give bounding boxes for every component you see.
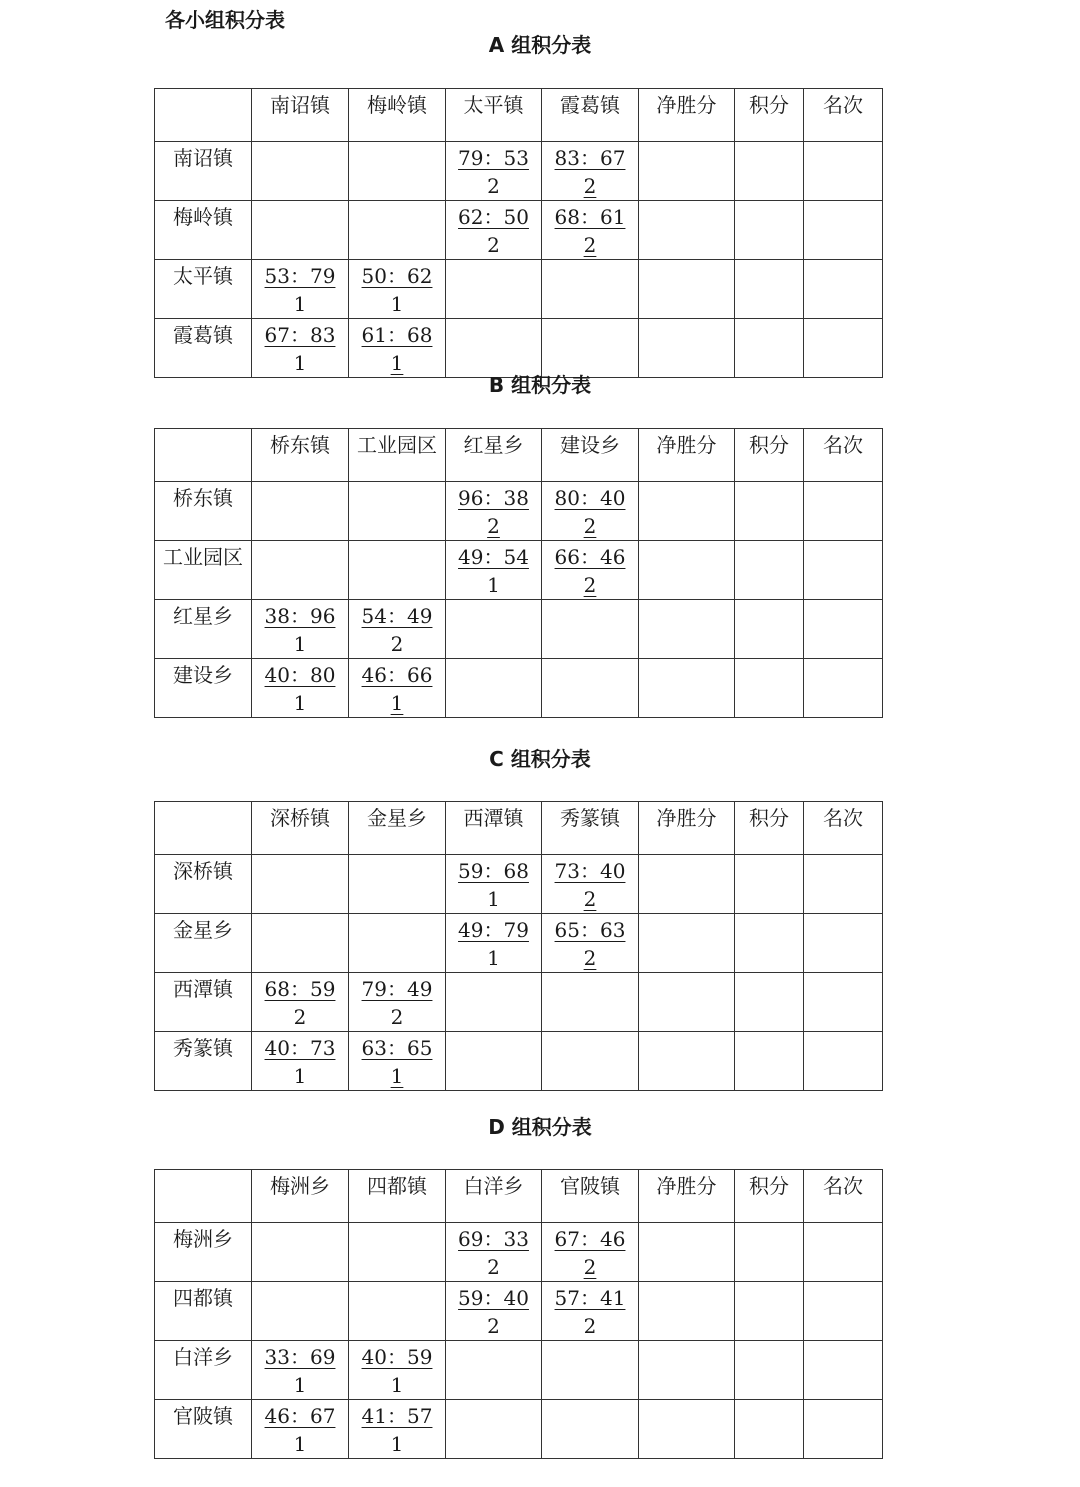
match-points: 2	[487, 1255, 500, 1279]
stat-column-header: 名次	[804, 89, 883, 142]
empty-cell	[542, 1032, 639, 1091]
stat-cell	[639, 659, 735, 718]
match-result-cell	[542, 201, 639, 260]
stat-cell	[804, 201, 883, 260]
stat-column-header: 积分	[735, 429, 804, 482]
team-column-header: 官陂镇	[542, 1170, 639, 1223]
team-column-header: 太平镇	[446, 89, 542, 142]
match-result-cell	[446, 482, 542, 541]
stat-cell	[804, 482, 883, 541]
stat-cell	[804, 855, 883, 914]
empty-cell	[252, 1223, 349, 1282]
match-points: 1	[390, 1064, 404, 1088]
stat-cell	[639, 482, 735, 541]
match-score: 46：67	[264, 1404, 336, 1428]
match-result-cell	[252, 659, 349, 718]
team-column-header: 工业园区	[349, 429, 446, 482]
stat-cell	[735, 659, 804, 718]
match-points: 2	[583, 946, 597, 970]
match-points: 1	[293, 351, 307, 375]
team-column-header: 金星乡	[349, 802, 446, 855]
match-result-cell	[349, 1032, 446, 1091]
stat-cell	[735, 855, 804, 914]
team-row-header: 南诏镇	[155, 142, 252, 201]
empty-cell	[349, 142, 446, 201]
match-result-cell	[349, 319, 446, 378]
match-score: 54：49	[361, 604, 433, 628]
team-row-header: 梅岭镇	[155, 201, 252, 260]
stat-cell	[804, 1223, 883, 1282]
match-score: 63：65	[361, 1036, 433, 1060]
match-score: 73：40	[554, 859, 626, 883]
team-row-header: 秀篆镇	[155, 1032, 252, 1091]
table-row	[155, 1223, 883, 1282]
stat-cell	[804, 1341, 883, 1400]
stat-cell	[735, 1400, 804, 1459]
empty-cell	[252, 541, 349, 600]
match-score: 96：38	[458, 486, 529, 510]
match-score: 67：83	[264, 323, 336, 347]
match-points: 1	[293, 292, 307, 316]
stat-cell	[804, 973, 883, 1032]
match-result-cell	[349, 1341, 446, 1400]
match-score: 69：33	[458, 1227, 529, 1251]
match-score: 41：57	[361, 1404, 433, 1428]
match-result-cell	[252, 1400, 349, 1459]
score-table	[154, 428, 883, 718]
match-result-cell	[446, 914, 542, 973]
table-row	[155, 914, 883, 973]
empty-cell	[252, 142, 349, 201]
stat-cell	[735, 914, 804, 973]
empty-cell	[446, 319, 542, 378]
match-points: 2	[390, 632, 404, 656]
match-result-cell	[252, 1341, 349, 1400]
match-score: 62：50	[458, 205, 529, 229]
stat-cell	[639, 142, 735, 201]
group-title: B 组积分表	[488, 373, 592, 397]
stat-cell	[639, 855, 735, 914]
team-column-header: 建设乡	[542, 429, 639, 482]
match-score: 49：54	[458, 545, 529, 569]
match-points: 1	[487, 887, 500, 911]
match-points: 2	[487, 233, 500, 257]
group-title: C 组积分表	[489, 747, 591, 771]
match-result-cell	[446, 1282, 542, 1341]
team-column-header: 西潭镇	[446, 802, 542, 855]
table-row	[155, 600, 883, 659]
corner-cell	[155, 89, 252, 142]
match-points: 1	[293, 1064, 307, 1088]
match-score: 53：79	[264, 264, 336, 288]
stat-cell	[639, 260, 735, 319]
match-result-cell	[446, 855, 542, 914]
match-result-cell	[542, 541, 639, 600]
empty-cell	[446, 1341, 542, 1400]
match-result-cell	[349, 659, 446, 718]
stat-cell	[639, 201, 735, 260]
stat-column-header: 净胜分	[639, 1170, 735, 1223]
match-score: 49：79	[458, 918, 529, 942]
team-row-header: 西潭镇	[155, 973, 252, 1032]
match-result-cell	[542, 1223, 639, 1282]
stat-cell	[639, 914, 735, 973]
stat-cell	[804, 659, 883, 718]
team-row-header: 建设乡	[155, 659, 252, 718]
stat-cell	[735, 973, 804, 1032]
match-points: 2	[487, 514, 500, 538]
empty-cell	[349, 482, 446, 541]
team-column-header: 梅岭镇	[349, 89, 446, 142]
team-row-header: 官陂镇	[155, 1400, 252, 1459]
score-table	[154, 88, 883, 378]
stat-column-header: 积分	[735, 1170, 804, 1223]
match-score: 66：46	[554, 545, 626, 569]
team-column-header: 深桥镇	[252, 802, 349, 855]
match-score: 46：66	[361, 663, 433, 687]
stat-cell	[804, 1282, 883, 1341]
stat-cell	[804, 600, 883, 659]
stat-cell	[639, 973, 735, 1032]
match-result-cell	[349, 600, 446, 659]
stat-column-header: 净胜分	[639, 89, 735, 142]
match-points: 2	[293, 1005, 307, 1029]
team-column-header: 秀篆镇	[542, 802, 639, 855]
match-result-cell	[349, 1400, 446, 1459]
empty-cell	[349, 201, 446, 260]
match-result-cell	[542, 855, 639, 914]
team-column-header: 红星乡	[446, 429, 542, 482]
stat-cell	[804, 914, 883, 973]
table-row	[155, 541, 883, 600]
table-row	[155, 201, 883, 260]
match-score: 50：62	[361, 264, 433, 288]
stat-cell	[639, 541, 735, 600]
table-row	[155, 1341, 883, 1400]
stat-cell	[639, 1032, 735, 1091]
empty-cell	[252, 482, 349, 541]
score-table	[154, 801, 883, 1091]
header-row	[155, 89, 883, 142]
header-row	[155, 429, 883, 482]
match-result-cell	[349, 973, 446, 1032]
table-row	[155, 319, 883, 378]
team-row-header: 金星乡	[155, 914, 252, 973]
team-row-header: 梅洲乡	[155, 1223, 252, 1282]
table-row	[155, 142, 883, 201]
table-row	[155, 1032, 883, 1091]
match-points: 1	[390, 292, 404, 316]
empty-cell	[542, 973, 639, 1032]
match-score: 33：69	[264, 1345, 336, 1369]
group-title: D 组积分表	[488, 1115, 592, 1139]
team-row-header: 红星乡	[155, 600, 252, 659]
table-row	[155, 659, 883, 718]
group-title: A 组积分表	[488, 33, 592, 57]
team-column-header: 桥东镇	[252, 429, 349, 482]
stat-cell	[639, 1341, 735, 1400]
match-result-cell	[252, 1032, 349, 1091]
stat-cell	[804, 142, 883, 201]
match-points: 1	[293, 1373, 307, 1397]
match-score: 65：63	[554, 918, 626, 942]
match-result-cell	[446, 201, 542, 260]
match-points: 2	[583, 514, 597, 538]
match-score: 68：59	[264, 977, 336, 1001]
match-points: 2	[583, 573, 597, 597]
match-score: 67：46	[554, 1227, 626, 1251]
stat-cell	[804, 260, 883, 319]
match-points: 1	[293, 1432, 307, 1456]
empty-cell	[542, 260, 639, 319]
stat-cell	[639, 1400, 735, 1459]
match-result-cell	[446, 541, 542, 600]
empty-cell	[542, 319, 639, 378]
match-points: 2	[390, 1005, 404, 1029]
match-score: 83：67	[554, 146, 626, 170]
stat-cell	[804, 1032, 883, 1091]
empty-cell	[446, 1032, 542, 1091]
team-row-header: 霞葛镇	[155, 319, 252, 378]
empty-cell	[349, 541, 446, 600]
header-row	[155, 802, 883, 855]
stat-cell	[735, 541, 804, 600]
match-points: 2	[583, 174, 597, 198]
team-row-header: 白洋乡	[155, 1341, 252, 1400]
team-column-header: 霞葛镇	[542, 89, 639, 142]
stat-column-header: 净胜分	[639, 802, 735, 855]
stat-cell	[804, 541, 883, 600]
stat-cell	[639, 1282, 735, 1341]
table-row	[155, 1400, 883, 1459]
score-table	[154, 1169, 883, 1459]
match-score: 79：49	[361, 977, 433, 1001]
corner-cell	[155, 429, 252, 482]
match-score: 40：59	[361, 1345, 433, 1369]
stat-cell	[735, 319, 804, 378]
empty-cell	[252, 201, 349, 260]
match-result-cell	[446, 142, 542, 201]
match-score: 57：41	[554, 1286, 626, 1310]
team-column-header: 梅洲乡	[252, 1170, 349, 1223]
empty-cell	[349, 914, 446, 973]
stat-cell	[735, 1223, 804, 1282]
match-points: 1	[390, 1373, 404, 1397]
match-points: 1	[390, 1432, 404, 1456]
page-heading: 各小组积分表	[165, 8, 285, 32]
table-row	[155, 855, 883, 914]
stat-column-header: 名次	[804, 802, 883, 855]
empty-cell	[446, 260, 542, 319]
team-row-header: 四都镇	[155, 1282, 252, 1341]
team-column-header: 四都镇	[349, 1170, 446, 1223]
match-score: 80：40	[554, 486, 626, 510]
stat-column-header: 名次	[804, 1170, 883, 1223]
match-result-cell	[446, 1223, 542, 1282]
stat-cell	[735, 1282, 804, 1341]
stat-cell	[735, 142, 804, 201]
match-result-cell	[252, 600, 349, 659]
corner-cell	[155, 1170, 252, 1223]
empty-cell	[542, 1400, 639, 1459]
stat-column-header: 积分	[735, 802, 804, 855]
empty-cell	[349, 855, 446, 914]
stat-cell	[804, 1400, 883, 1459]
empty-cell	[542, 1341, 639, 1400]
match-points: 1	[487, 946, 500, 970]
team-row-header: 深桥镇	[155, 855, 252, 914]
stat-cell	[639, 600, 735, 659]
match-score: 59：40	[458, 1286, 529, 1310]
match-points: 2	[583, 1255, 597, 1279]
match-result-cell	[542, 914, 639, 973]
match-points: 1	[390, 691, 404, 715]
stat-column-header: 净胜分	[639, 429, 735, 482]
team-row-header: 工业园区	[155, 541, 252, 600]
match-score: 40：73	[264, 1036, 336, 1060]
match-score: 40：80	[264, 663, 336, 687]
match-points: 2	[487, 174, 500, 198]
match-result-cell	[349, 260, 446, 319]
match-points: 1	[293, 632, 307, 656]
stat-cell	[735, 260, 804, 319]
stat-column-header: 积分	[735, 89, 804, 142]
stat-cell	[639, 1223, 735, 1282]
stat-cell	[639, 319, 735, 378]
stat-cell	[804, 319, 883, 378]
match-score: 59：68	[458, 859, 529, 883]
match-points: 2	[487, 1314, 500, 1338]
match-result-cell	[252, 973, 349, 1032]
match-result-cell	[252, 319, 349, 378]
empty-cell	[542, 600, 639, 659]
stat-cell	[735, 1032, 804, 1091]
match-score: 61：68	[361, 323, 433, 347]
corner-cell	[155, 802, 252, 855]
match-points: 1	[487, 573, 500, 597]
match-points: 2	[583, 1314, 597, 1338]
header-row	[155, 1170, 883, 1223]
empty-cell	[252, 1282, 349, 1341]
stat-cell	[735, 600, 804, 659]
stat-column-header: 名次	[804, 429, 883, 482]
empty-cell	[349, 1223, 446, 1282]
empty-cell	[252, 855, 349, 914]
match-result-cell	[252, 260, 349, 319]
empty-cell	[252, 914, 349, 973]
empty-cell	[446, 659, 542, 718]
team-column-header: 白洋乡	[446, 1170, 542, 1223]
team-row-header: 桥东镇	[155, 482, 252, 541]
stat-cell	[735, 1341, 804, 1400]
match-points: 1	[390, 351, 404, 375]
match-score: 79：53	[458, 146, 529, 170]
empty-cell	[349, 1282, 446, 1341]
match-points: 1	[293, 691, 307, 715]
match-result-cell	[542, 142, 639, 201]
table-row	[155, 1282, 883, 1341]
team-column-header: 南诏镇	[252, 89, 349, 142]
team-row-header: 太平镇	[155, 260, 252, 319]
match-points: 2	[583, 887, 597, 911]
empty-cell	[542, 659, 639, 718]
empty-cell	[446, 600, 542, 659]
match-points: 2	[583, 233, 597, 257]
empty-cell	[446, 973, 542, 1032]
match-score: 38：96	[264, 604, 336, 628]
match-result-cell	[542, 1282, 639, 1341]
stat-cell	[735, 201, 804, 260]
stat-cell	[735, 482, 804, 541]
match-score: 68：61	[554, 205, 626, 229]
table-row	[155, 482, 883, 541]
table-row	[155, 973, 883, 1032]
empty-cell	[446, 1400, 542, 1459]
table-row	[155, 260, 883, 319]
match-result-cell	[542, 482, 639, 541]
